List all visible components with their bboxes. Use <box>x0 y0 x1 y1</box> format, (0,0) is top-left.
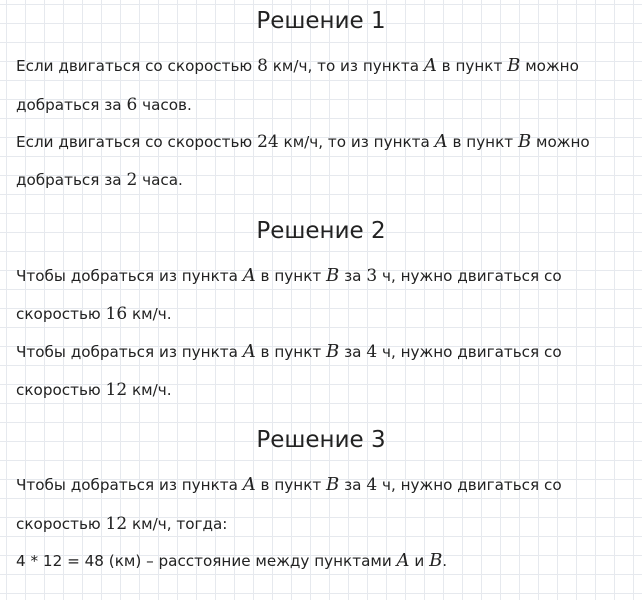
text-part: Чтобы добраться из пункта <box>16 476 243 494</box>
text-part: за <box>339 476 367 494</box>
section1-line4 <box>16 168 183 192</box>
math-number: 8 <box>257 56 268 76</box>
text-part: часа. <box>137 171 183 189</box>
text-part: Если двигаться со скоростью <box>16 57 258 75</box>
math-point-b: B <box>429 550 443 571</box>
section2-line4 <box>16 378 172 402</box>
text-part: можно <box>531 133 590 151</box>
text-part: скоростью <box>16 381 106 399</box>
math-number: 3 <box>366 266 378 286</box>
section1-title: Решение 1 <box>256 8 386 34</box>
text-part: добраться за <box>16 171 127 189</box>
text-part: км/ч, то из пункта <box>278 133 435 151</box>
math-number: 12 <box>105 514 128 534</box>
text-part: можно <box>520 57 579 75</box>
text-part: за <box>339 267 367 285</box>
math-point-a: A <box>423 55 437 76</box>
text-part: скоростью <box>16 305 106 323</box>
math-number: 4 <box>366 475 378 495</box>
math-point-b: B <box>517 131 532 152</box>
text-part: ч, нужно двигаться со <box>377 267 562 285</box>
math-point-b: B <box>326 474 340 495</box>
text-part: . <box>442 552 448 570</box>
math-point-a: A <box>242 341 256 362</box>
text-part: в пункт <box>255 343 327 361</box>
math-number: 6 <box>126 95 138 115</box>
text-part: за <box>339 343 367 361</box>
section3-line3 <box>16 549 447 573</box>
math-point-b: B <box>326 265 340 286</box>
math-point-b: B <box>326 341 340 362</box>
math-point-a: A <box>242 474 256 495</box>
text-part: км/ч, тогда: <box>127 515 228 533</box>
text-part: часов. <box>137 96 192 114</box>
text-part: в пункт <box>255 476 327 494</box>
text-part: добраться за <box>16 96 127 114</box>
section1-line1 <box>16 54 579 78</box>
section3-line2 <box>16 512 227 536</box>
section2-line2 <box>16 302 172 326</box>
math-number: 4 <box>366 342 378 362</box>
math-number: 16 <box>105 304 128 324</box>
section3-line1 <box>16 473 562 497</box>
text-part: Если двигаться со скоростью <box>16 133 258 151</box>
section2-line1 <box>16 264 562 288</box>
text-part: и <box>409 552 430 570</box>
text-part: км/ч, то из пункта <box>267 57 424 75</box>
section2-title: Решение 2 <box>256 218 386 244</box>
math-point-a: A <box>434 131 448 152</box>
text-part: в пункт <box>436 57 508 75</box>
section3-title: Решение 3 <box>256 427 386 453</box>
text-part: Чтобы добраться из пункта <box>16 267 243 285</box>
math-number: 2 <box>126 170 138 190</box>
math-number: 12 <box>105 380 128 400</box>
math-number: 24 <box>257 132 279 152</box>
math-point-a: A <box>396 550 410 571</box>
text-part: скоростью <box>16 515 106 533</box>
text-part: ч, нужно двигаться со <box>377 476 562 494</box>
text-part: в пункт <box>255 267 327 285</box>
section2-line3 <box>16 340 562 364</box>
section1-line3 <box>16 130 590 154</box>
math-point-a: A <box>242 265 256 286</box>
section1-line2 <box>16 93 192 117</box>
text-part: в пункт <box>447 133 518 151</box>
text-part: км/ч. <box>127 381 172 399</box>
text-part: км/ч. <box>127 305 172 323</box>
text-part: ч, нужно двигаться со <box>377 343 562 361</box>
text-part: 4 * 12 = 48 (км) – расстояние между пунктами <box>16 552 397 570</box>
math-point-b: B <box>507 55 521 76</box>
text-part: Чтобы добраться из пункта <box>16 343 243 361</box>
